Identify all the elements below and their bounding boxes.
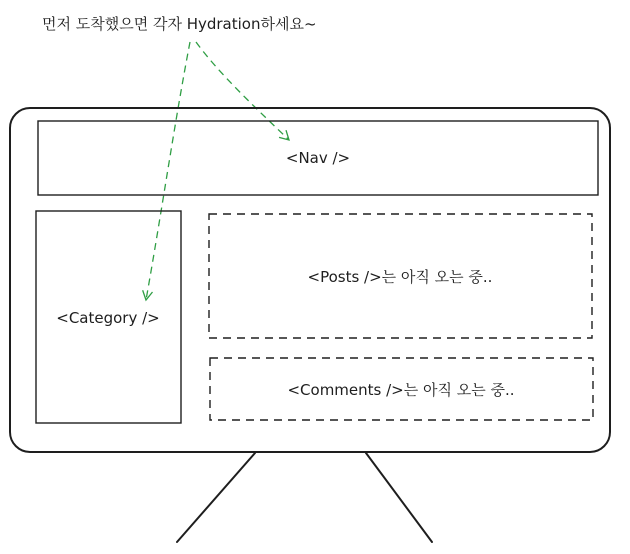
arrow-to-nav [196,42,289,140]
monitor-stand-left-leg [177,453,255,542]
posts-label: <Posts />는 아직 오는 중.. [307,268,493,286]
category-label: <Category /> [56,309,160,327]
annotation-text: 먼저 도착했으면 각자 Hydration하세요~ [42,15,317,33]
arrow-to-category [146,42,190,300]
comments-label: <Comments />는 아직 오는 중.. [287,381,515,399]
nav-label: <Nav /> [285,149,351,167]
monitor-stand-right-leg [366,453,432,542]
